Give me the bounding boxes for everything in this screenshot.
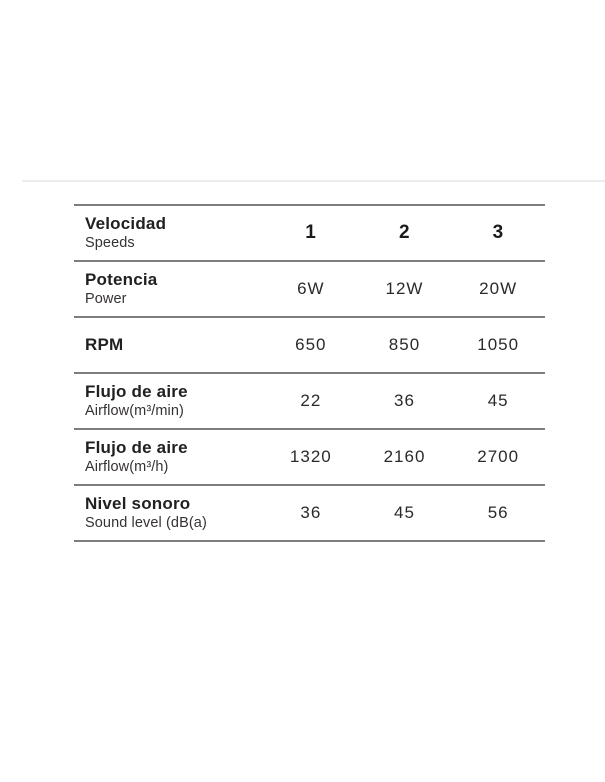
- airflow-min-value-speed1: 22: [300, 391, 322, 410]
- row-sublabel: Airflow(m³/min): [85, 403, 184, 420]
- table-row-airflow-hour: [74, 430, 545, 486]
- power-value-speed2: 12W: [385, 279, 424, 298]
- row-sublabel: Airflow(m³/h): [85, 459, 169, 476]
- row-label: RPM: [85, 334, 124, 354]
- rpm-value-speed1: 650: [295, 335, 327, 354]
- table-row-sound-level: [74, 486, 545, 542]
- row-header-speeds: [74, 206, 264, 260]
- airflow-hour-value-speed3: 2700: [477, 447, 520, 466]
- table-row-power: [74, 262, 545, 318]
- row-label: Potencia: [85, 270, 158, 290]
- row-label: Flujo de aire: [85, 438, 188, 458]
- table-row-speeds: [74, 206, 545, 262]
- row-header-sound-level: [74, 486, 264, 540]
- airflow-min-value-speed3: 45: [487, 391, 509, 410]
- rpm-value-speed3: 1050: [477, 335, 520, 354]
- row-label: Nivel sonoro: [85, 494, 191, 514]
- row-header-power: [74, 262, 264, 316]
- airflow-hour-value-speed1: 1320: [289, 447, 332, 466]
- row-sublabel: Power: [85, 291, 127, 308]
- row-header-rpm: [74, 318, 264, 372]
- row-header-airflow-hour: [74, 430, 264, 484]
- row-label: Velocidad: [85, 214, 167, 234]
- power-value-speed1: 6W: [297, 279, 325, 298]
- sound-level-value-speed2: 45: [394, 503, 415, 522]
- airflow-hour-value-speed2: 2160: [383, 447, 426, 466]
- table-row-rpm: [74, 318, 545, 374]
- table-row-airflow-min: [74, 374, 545, 430]
- power-value-speed3: 20W: [479, 279, 518, 298]
- sound-level-value-speed3: 56: [487, 503, 509, 522]
- speed-column-2: 2: [398, 222, 411, 243]
- speed-column-1: 1: [305, 222, 317, 243]
- speed-column-3: 3: [492, 222, 504, 243]
- spec-table: [74, 204, 545, 542]
- row-sublabel: Sound level (dB(a): [85, 515, 207, 532]
- rpm-value-speed2: 850: [388, 335, 421, 354]
- row-header-airflow-min: [74, 374, 264, 428]
- airflow-min-value-speed2: 36: [394, 391, 415, 410]
- row-sublabel: Speeds: [85, 235, 135, 252]
- sound-level-value-speed1: 36: [300, 503, 322, 522]
- page-top-divider: [22, 180, 605, 182]
- row-label: Flujo de aire: [85, 382, 188, 402]
